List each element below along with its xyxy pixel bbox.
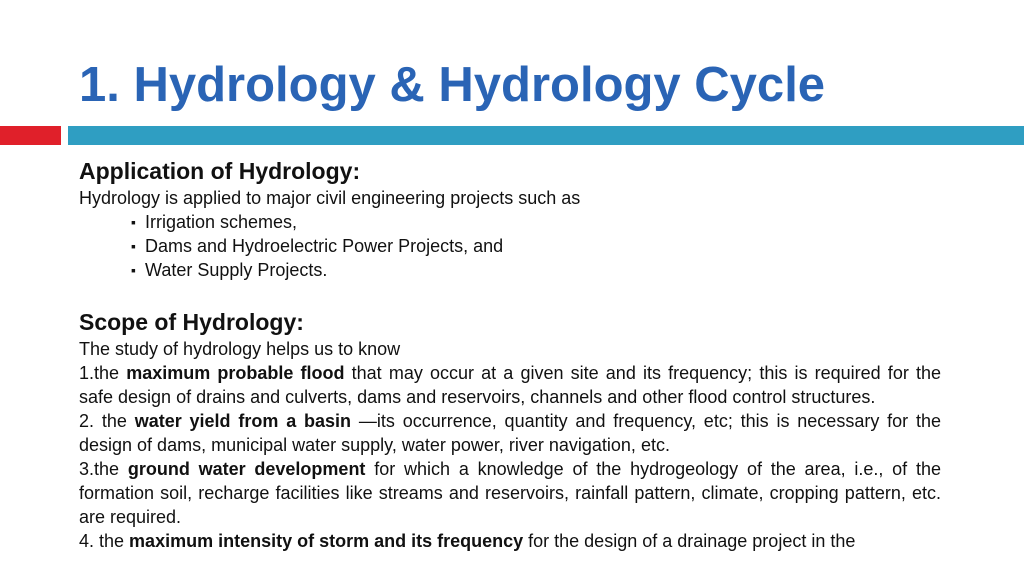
application-bullet-list bbox=[79, 210, 941, 282]
scope-item-prefix: 1.the bbox=[79, 363, 127, 383]
scope-heading: Scope of Hydrology: bbox=[79, 309, 304, 335]
list-item-text: Irrigation schemes, bbox=[145, 212, 298, 232]
scope-item-2 bbox=[79, 409, 941, 457]
scope-item-text: —its occurrence, quantity and frequency, etc; this is necessary for the design of dams, municipal water supply, water power, river navigation, etc. bbox=[79, 411, 941, 455]
scope-item-key-term: maximum intensity of storm and its frequency bbox=[129, 531, 524, 551]
section-spacer bbox=[79, 282, 941, 308]
scope-intro: The study of hydrology helps us to know bbox=[79, 339, 401, 359]
application-intro: Hydrology is applied to major civil engineering projects such as bbox=[79, 188, 581, 208]
slide-body bbox=[79, 157, 941, 553]
scope-item-key-term: water yield from a basin bbox=[134, 411, 352, 431]
scope-item-text: for the design of a drainage project in the bbox=[523, 531, 856, 551]
list-item bbox=[131, 234, 941, 258]
scope-item-text: that may occur at a given site and its frequency; this is required for the safe design of drains and culverts, dams and reservoirs, channels and other flood control structures. bbox=[79, 363, 941, 407]
square-bullet-icon: ▪ bbox=[131, 214, 136, 230]
square-bullet-icon: ▪ bbox=[131, 262, 136, 278]
square-bullet-icon: ▪ bbox=[131, 238, 136, 254]
scope-item-prefix: 4. the bbox=[79, 531, 130, 551]
list-item bbox=[131, 258, 941, 282]
list-item-text: Water Supply Projects. bbox=[145, 260, 328, 280]
scope-item-key-term: maximum probable flood bbox=[126, 363, 345, 383]
scope-item-3 bbox=[79, 457, 941, 529]
scope-item-prefix: 3.the bbox=[79, 459, 128, 479]
scope-item-4 bbox=[79, 529, 941, 553]
title-accent-bar-red bbox=[0, 126, 61, 145]
scope-item-prefix: 2. the bbox=[79, 411, 135, 431]
slide-title: 1. Hydrology & Hydrology Cycle bbox=[79, 58, 826, 112]
scope-item-1 bbox=[79, 361, 941, 409]
list-item-text: Dams and Hydroelectric Power Projects, and bbox=[145, 236, 504, 256]
application-heading: Application of Hydrology: bbox=[79, 158, 361, 184]
list-item bbox=[131, 210, 941, 234]
scope-item-text: for which a knowledge of the hydrogeology of the area, i.e., of the formation soil, recharge facilities like streams and reservoirs, rainfall pattern, climate, cropping pattern, etc. are required. bbox=[79, 459, 941, 527]
scope-item-key-term: ground water development bbox=[127, 459, 366, 479]
title-accent-bar-blue bbox=[68, 126, 1024, 145]
